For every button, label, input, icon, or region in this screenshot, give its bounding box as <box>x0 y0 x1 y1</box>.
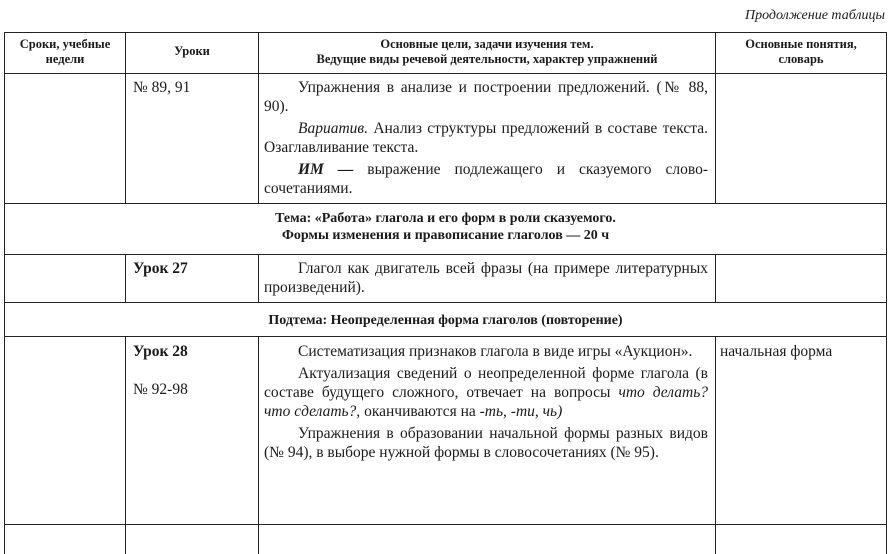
rule-row3-bottom <box>4 524 887 525</box>
row2-lesson: Урок 27 <box>133 260 188 277</box>
header-lessons: Уроки <box>174 44 210 58</box>
topic-heading: Тема: «Работа» глагола и его форм в роли сказуемого. Формы изменения и правописание глаголов — 20 ч <box>275 211 616 243</box>
row3-numbers: № 92-98 <box>133 381 188 398</box>
header-concepts: Основные понятия, словарь <box>745 37 857 66</box>
row1-paragraph: Вариатив. Анализ структуры предложений в составе текста. Озаглавливание текста. <box>264 120 708 156</box>
rule-top <box>4 32 887 33</box>
row3-goals <box>264 342 708 462</box>
header-terms: Сроки, учебные недели <box>19 37 111 66</box>
header-goals: Основные цели, задачи изучения тем. Ведущие виды речевой деятельности, характер упражнений <box>316 37 658 66</box>
col-divider-2 <box>258 254 259 302</box>
row1-paragraph: ИМ — выражение подлежащего и сказуемого словосочетаниями. <box>264 161 709 197</box>
row1-paragraph: Упражнения в анализе и построении предложений. (№ 88, 90). <box>264 79 708 115</box>
row3-lesson: Урок 28 <box>133 343 188 360</box>
row3-concept: начальная форма <box>720 343 833 360</box>
row3-paragraph: Упражнения в образовании начальной формы разных видов (№ 94), в выборе нужной формы в словосочетаниях (№ 95). <box>264 425 708 461</box>
rule-header-bottom <box>4 73 887 74</box>
rule-row1-bottom <box>4 203 887 204</box>
col-divider-1 <box>125 254 126 302</box>
row1-goals <box>264 78 708 198</box>
rule-row2-bottom <box>4 302 887 303</box>
row3-paragraph: Актуализация сведений о неопределенной форме глагола (в составе будущего сложного, отвечает на вопросы что делать? что сделать?, оканчиваются на -ть, -ти, чь) <box>264 365 708 420</box>
rule-right <box>886 32 887 554</box>
row2-goals <box>264 259 708 297</box>
table-continuation-caption: Продолжение таблицы <box>744 8 885 23</box>
rule-subtopic-bottom <box>4 336 887 337</box>
subtopic-heading: Подтема: Неопределенная форма глаголов (повторение) <box>268 313 623 328</box>
col-divider-2 <box>258 336 259 554</box>
col-divider-3 <box>715 254 716 302</box>
rule-left <box>4 32 5 554</box>
rule-topic-bottom <box>4 254 887 255</box>
row2-paragraph: Глагол как двигатель всей фразы (на примере литературных произведений). <box>264 260 708 296</box>
row3-paragraph: Систематизация признаков глагола в виде игры «Аукцион». <box>298 343 693 360</box>
col-divider-3 <box>715 336 716 554</box>
col-divider-1 <box>125 336 126 554</box>
row1-lesson: № 89, 91 <box>133 79 191 96</box>
